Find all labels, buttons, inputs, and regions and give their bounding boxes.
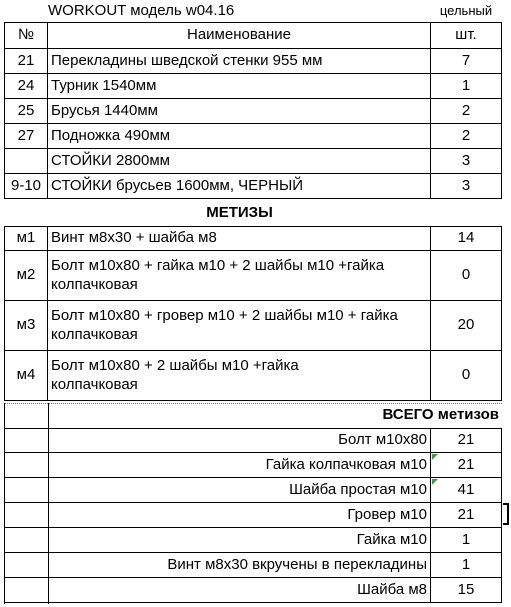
part-qty: 3	[431, 149, 502, 174]
hardware-name: Болт м10х80 + гровер м10 + 2 шайбы м10 + гайка колпачковая	[48, 301, 431, 351]
total-item-name: Шайба простая м10	[48, 478, 431, 503]
total-item-qty: 21	[431, 503, 502, 528]
part-num	[4, 149, 48, 174]
hardware-qty: 20	[431, 301, 502, 351]
total-item-qty: 15	[431, 578, 502, 603]
selection-bracket	[503, 503, 509, 525]
part-qty: 1	[431, 74, 502, 99]
total-item-name: Гайка колпачковая м10	[48, 453, 431, 478]
totals-empty-cell	[4, 578, 48, 603]
sheet-title: WORKOUT модель w04.16	[48, 1, 235, 19]
part-qty: 2	[431, 124, 502, 149]
part-num: 9-10	[4, 174, 48, 199]
totals-empty-cell	[4, 528, 48, 553]
total-item-qty: 1	[431, 528, 502, 553]
part-num: 25	[4, 99, 48, 124]
col-header-qty: шт.	[431, 22, 502, 49]
total-item-name: Винт м8х30 вкручены в перекладины	[48, 553, 431, 578]
hardware-num: м4	[4, 351, 48, 401]
total-item-qty: 21	[431, 453, 502, 478]
hardware-section-title: МЕТИЗЫ	[206, 203, 273, 221]
total-item-qty: 1	[431, 553, 502, 578]
part-num: 21	[4, 49, 48, 74]
part-name: Перекладины шведской стенки 955 мм	[48, 49, 431, 74]
hardware-name: Винт м8х30 + шайба м8	[48, 226, 431, 251]
totals-section-title: ВСЕГО метизов	[382, 406, 499, 424]
total-item-qty: 41	[431, 478, 502, 503]
hardware-name: Болт м10х80 + 2 шайбы м10 +гайка колпачковая	[48, 351, 431, 401]
sheet-tag: цельный	[439, 2, 493, 18]
hardware-qty: 0	[431, 251, 502, 301]
hardware-num: м2	[4, 251, 48, 301]
total-item-name: Гайка м10	[48, 528, 431, 553]
totals-empty-cell	[4, 553, 48, 578]
hardware-qty: 0	[431, 351, 502, 401]
part-name: Турник 1540мм	[48, 74, 431, 99]
comment-marker-icon[interactable]	[432, 479, 438, 485]
total-item-qty: 21	[431, 428, 502, 453]
part-qty: 2	[431, 99, 502, 124]
totals-empty-cell	[4, 453, 48, 478]
part-qty: 3	[431, 174, 502, 199]
part-qty: 7	[431, 49, 502, 74]
part-num: 24	[4, 74, 48, 99]
hardware-qty: 14	[431, 226, 502, 251]
hardware-name: Болт м10х80 + гайка м10 + 2 шайбы м10 +гайка колпачковая	[48, 251, 431, 301]
col-header-num: №	[4, 22, 48, 49]
total-item-name: Болт м10х80	[48, 428, 431, 453]
totals-empty-cell	[4, 478, 48, 503]
comment-marker-icon[interactable]	[432, 454, 438, 460]
part-name: СТОЙКИ 2800мм	[48, 149, 431, 174]
totals-empty-cell	[4, 503, 48, 528]
hardware-num: м3	[4, 301, 48, 351]
hardware-num: м1	[4, 226, 48, 251]
total-item-name: Шайба м8	[48, 578, 431, 603]
part-name: СТОЙКИ брусьев 1600мм, ЧЕРНЫЙ	[48, 174, 431, 199]
totals-empty-cell	[4, 428, 48, 453]
part-name: Подножка 490мм	[48, 124, 431, 149]
part-name: Брусья 1440мм	[48, 99, 431, 124]
total-item-name: Гровер м10	[48, 503, 431, 528]
part-num: 27	[4, 124, 48, 149]
col-header-name: Наименование	[48, 22, 431, 49]
